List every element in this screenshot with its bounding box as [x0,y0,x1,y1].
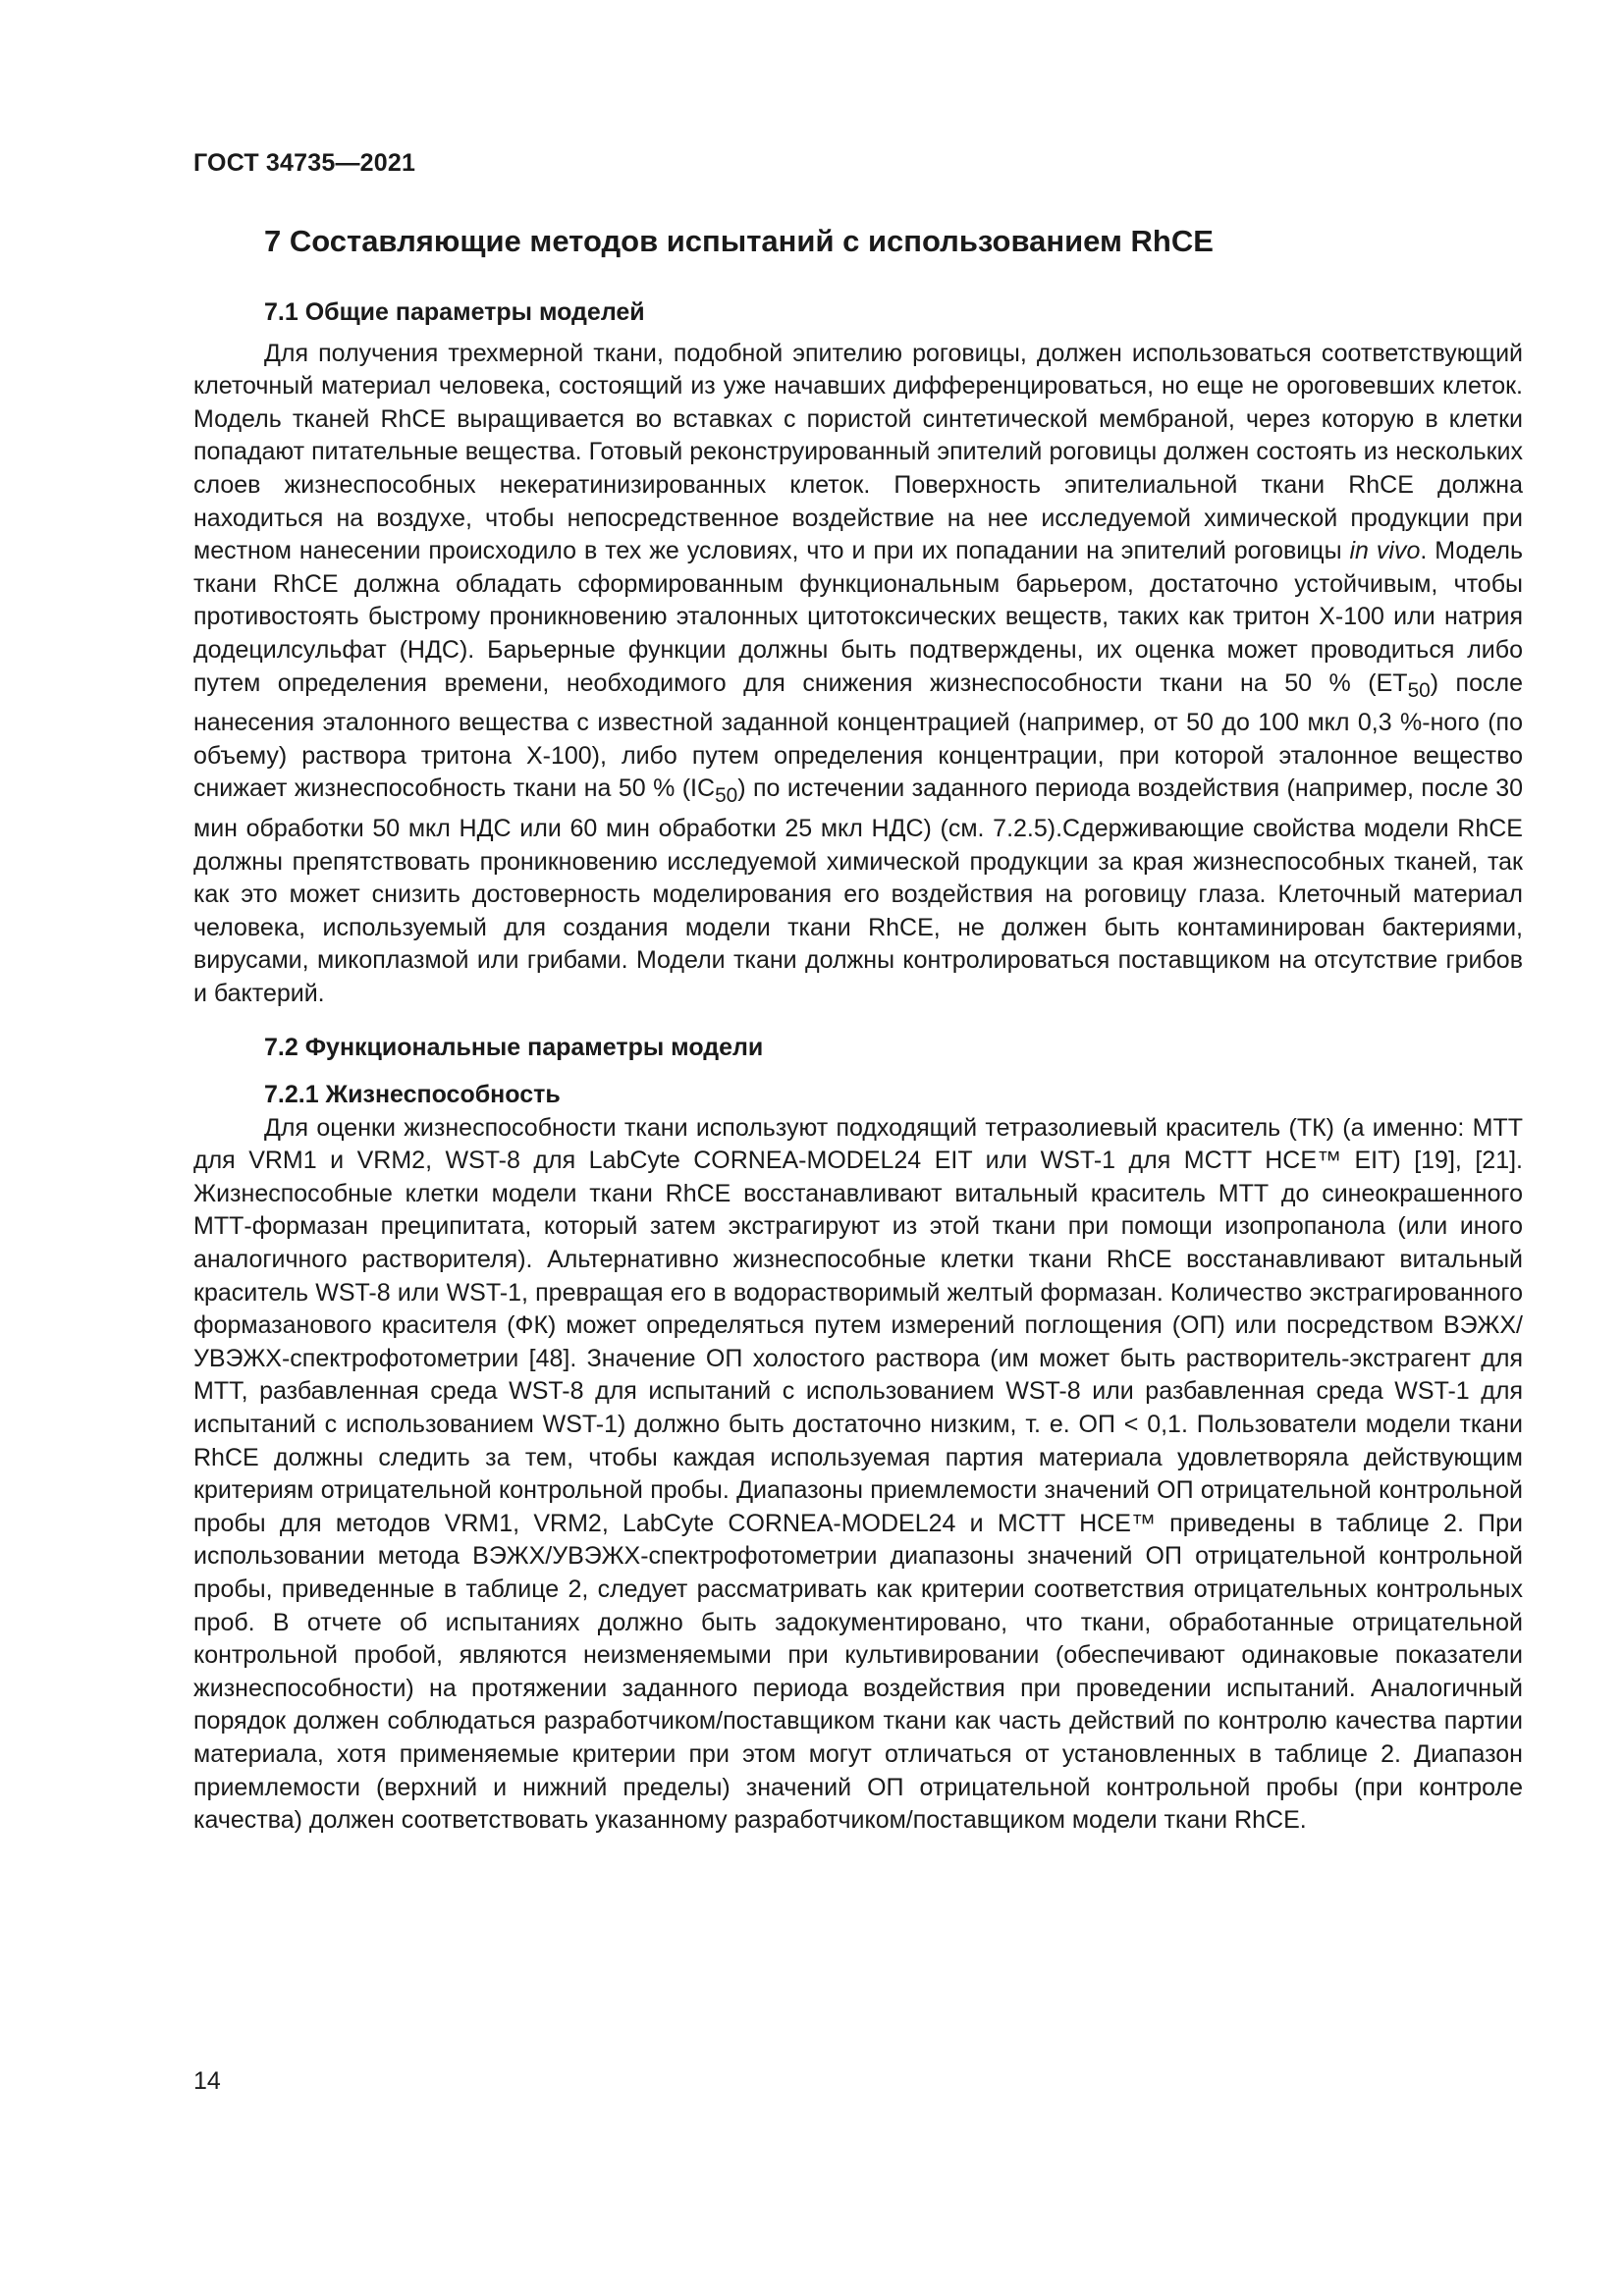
ic50-subscript: 50 [715,784,738,808]
subsection-heading-7-2: 7.2 Функциональные параметры модели [264,1034,764,1062]
paragraph-7-1-part2: . Модель ткани RhCE должна обладать сформированным функциональным барьером, достаточно устойчивым, чтобы противостоять быстрому проникновению эталонных цитотоксических веществ, таких как тритон Х-100 или натрия додецилсульфат (НДС). Барьерные функции должны быть подтверждены, их оценка может проводиться либо путем определения времени, необходимого для снижения жизнеспособности ткани на 50 % (ET [193,537,1523,697]
paragraph-7-2-1: Для оценки жизнеспособности ткани используют подходящий тетразолиевый краситель (ТК) (а именно: МТТ для VRM1 и VRM2, WST-8 для LabCyte CORNEA-MODEL24 EIT или WST-1 для MCTT HCE™ EIT) [19], [21]. Жизнеспособные клетки модели ткани RhCE восстанавливают витальный краситель МТТ до синеокрашенного МТТ-формазан преципитата, который затем экстрагируют из этой ткани при помощи изопропанола (или иного аналогичного растворителя). Альтернативно жизнеспособные клетки ткани RhCE восстанавливают витальный краситель WST-8 или WST-1, превращая его в водорастворимый желтый формазан. Количество экстрагированного формазанового красителя (ФК) может определяться путем измерений поглощения (ОП) или посредством ВЭЖХ/УВЭЖХ-спектрофотометрии [48]. Значение ОП холостого раствора (им может быть растворитель-экстрагент для МТТ, разбавленная среда WST-8 для испытаний с использованием WST-8 или разбавленная среда WST-1 для испытаний с использованием WST-1) должно быть достаточно низким, т. е. ОП < 0,1. Пользователи модели ткани RhCE должны следить за тем, чтобы каждая используемая партия материала удовлетворяла действующим критериям отрицательной контрольной пробы. Диапазоны приемлемости значений ОП отрицательной контрольной пробы для методов VRM1, VRM2, LabCyte CORNEA-MODEL24 и MCTT HCE™ приведены в таблице 2. При использовании метода ВЭЖХ/УВЭЖХ-спектрофотометрии диапазоны значений ОП отрицательной контрольной пробы, приведенные в таблице 2, следует рассматривать как критерии соответствия отрицательных контрольных проб. В отчете об испытаниях должно быть задокументировано, что ткани, обработанные отрицательной контрольной пробой, являются неизменяемыми при культивировании (обеспечивают одинаковые показатели жизнеспособности) на протяжении заданного периода воздействия при проведении испытаний. Аналогичный порядок должен соблюдаться разработчиком/поставщиком ткани как часть действий по контролю качества партии материала, хотя применяемые критерии при этом могут отличаться от установленных в таблице 2. Диапазон приемлемости (верхний и нижний пределы) значений ОП отрицательной контрольной пробы (при контроле качества) должен соответствовать указанному разработчиком/поставщиком модели ткани RhCE. [193,1113,1523,1835]
paragraph-7-1-part4: ) по истечении заданного периода воздействия (например, после 30 мин обработки 50 мкл НДС или 60 мин обработки 25 мкл НДС) (см. 7.2.5).Сдерживающие свойства модели RhCE должны препятствовать проникновению исследуемой химической продукции за края жизнеспособных тканей, так как это может снизить достоверность моделирования его воздействия на роговицу глаза. Клеточный материал человека, используемый для создания модели ткани RhCE, не должен быть контаминирован бактериями, вирусами, микоплазмой или грибами. Модели ткани должны контролироваться поставщиком на отсутствие грибов и бактерий. [193,774,1523,1007]
page-number: 14 [193,2067,221,2095]
document-header: ГОСТ 34735—2021 [193,149,416,177]
et50-subscript: 50 [1407,678,1431,702]
in-vivo-term: in vivo [1349,537,1421,565]
paragraph-7-1-part3: ) после нанесения эталонного вещества с известной заданной концентрацией (например, от 50 до 100 мкл 0,3 %-ного (по объему) раствора тритона Х-100), либо путем определения концентрации, при которой эталонное вещество снижает жизнеспособность ткани на 50 % (IC [193,668,1523,803]
paragraph-7-1-part1: Для получения трехмерной ткани, подобной эпителию роговицы, должен использоваться соответствующий клеточный материал человека, состоящий из уже начавших дифференцироваться, но еще не ороговевших клеток. Модель тканей RhCE выращивается во вставках с пористой синтетической мембраной, через которую в клетки попадают питательные вещества. Готовый реконструированный эпителий роговицы должен состоять из нескольких слоев жизнеспособных некератинизированных клеток. Поверхность эпителиальной ткани RhCE должна находиться на воздухе, чтобы непосредственное воздействие на нее исследуемой химической продукции при местном нанесении происходило в тех же условиях, что и при их попадании на эпителий роговицы [193,339,1523,565]
subsection-heading-7-1: 7.1 Общие параметры моделей [264,298,645,326]
subsection-heading-7-2-1: 7.2.1 Жизнеспособность [264,1081,561,1109]
section-title: 7 Составляющие методов испытаний с использованием RhCE [264,224,1214,258]
paragraph-7-1 [193,338,1523,1011]
document-body [193,222,1523,1838]
